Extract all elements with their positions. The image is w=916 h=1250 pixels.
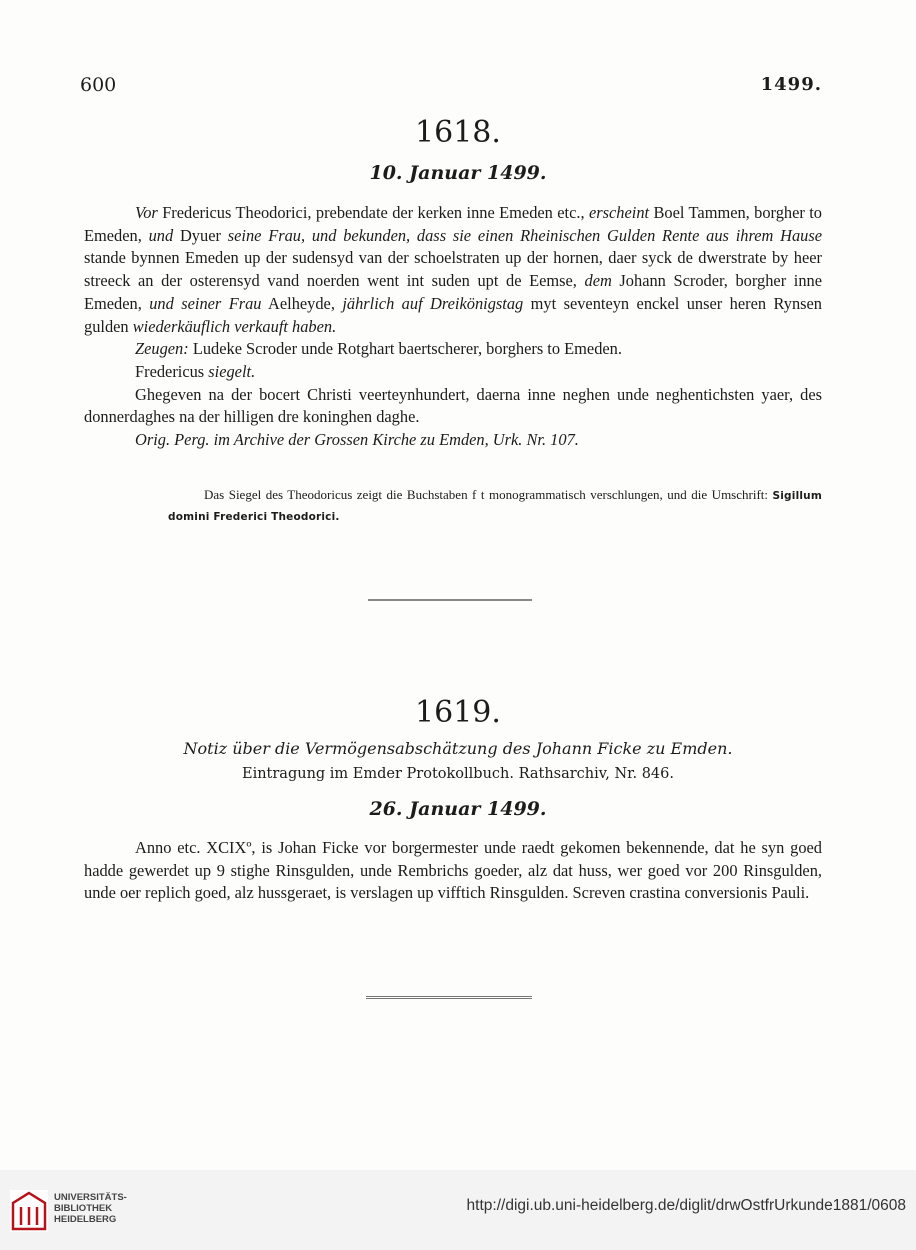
witnesses-text: Ludeke Scroder unde Rotghart baertscherer, borghers to Emeden.: [188, 339, 622, 359]
document-subtitle-1619: Notiz über die Vermögensabschätzung des Johann Ficke zu Emden.: [183, 739, 733, 758]
seal-verb: siegelt.: [208, 361, 256, 381]
document-source-1619: Eintragung im Emder Protokollbuch. Rathsarchiv, Nr. 846.: [241, 766, 674, 782]
year-marker: 1499.: [760, 74, 822, 95]
seal-line: [84, 361, 822, 384]
text-run: wiederkäuflich verkauft haben.: [132, 316, 337, 336]
dating-paragraph: Ghegeven na der bocert Christi veerteynhundert, daerna inne neghen unde neghentichsten yaer, des donnerdaghes na der hilligen dre koninghen daghe.: [84, 384, 822, 427]
text-run: Aelheyde,: [261, 293, 343, 313]
library-name: [54, 1192, 127, 1225]
library-name-line: BIBLIOTHEK: [54, 1203, 113, 1214]
text-run: seine Frau, und bekunden, dass sie einen Rheinischen Gulden Rente aus ihrem Hause: [227, 225, 823, 245]
digitization-footer: [0, 1170, 916, 1250]
library-logo-icon[interactable]: [10, 1190, 48, 1232]
text-run: Fredericus Theodorici, prebendate der kerken inne Emeden etc.,: [157, 203, 589, 222]
text-run: Johann Scroder, borgher inne Emeden,: [84, 271, 822, 313]
text-run: Boel Tammen, borgher to Emeden,: [84, 203, 823, 245]
text-run: und seiner Frau: [149, 293, 262, 313]
seal-note: [168, 485, 822, 527]
text-run: jährlich auf Dreikönigstag: [342, 293, 524, 313]
section-divider-end: [366, 996, 532, 999]
text-run: und: [148, 225, 174, 245]
seal-note-paragraph: [168, 485, 822, 527]
protocol-entry: Anno etc. XCIXº, is Johan Ficke vor borgermester unde raedt gekomen bekennende, dat he syn goed hadde gewerdet up 9 stighe Rinsgulden, unde Rembrichs goeder, alz dat huss, wer goed vor 200 Rinsgulden, unde oer replich goed, alz hussgeraet, is verslagen up vifftich Rinsgulden. Screven crastina conversionis Pauli.: [84, 838, 822, 903]
text-run: Vor: [135, 203, 158, 222]
library-name-line: UNIVERSITÄTS-: [54, 1192, 127, 1203]
text-run: Dyuer: [173, 225, 228, 245]
library-name-line: HEIDELBERG: [54, 1214, 117, 1225]
document-number-1619: 1619.: [415, 695, 501, 730]
document-date-1618: 10. Januar 1499.: [369, 162, 547, 184]
regest-paragraph: [84, 202, 822, 338]
archive-reference: Orig. Perg. im Archive der Grossen Kirche zu Emden, Urk. Nr. 107.: [135, 430, 579, 450]
text-run: myt seventeyn enckel unser heren Rynsen gulden: [84, 293, 822, 336]
document-number-1618: 1618.: [415, 115, 501, 150]
seal-note-text: Das Siegel des Theodoricus zeigt die Buchstaben f t monogrammatisch verschlungen, und die Umschrift:: [204, 487, 773, 502]
text-run: stande bynnen Emeden up der sudensyd van der schoelstraten up der hornen, daer syck de dwerstrate by heer streeck an der osterensyd vand noerden went int suden upt de Eemse,: [84, 248, 822, 291]
page-number: 600: [80, 74, 117, 96]
document-body-1619: [84, 837, 822, 905]
witnesses-line: [84, 338, 822, 361]
section-divider: [368, 599, 532, 601]
document-body-1618: [84, 202, 822, 452]
document-date-1619: 26. Januar 1499.: [369, 798, 547, 820]
witnesses-label: Zeugen:: [135, 339, 189, 359]
text-run: erscheint: [588, 203, 650, 222]
seal-legend: Sigillum domini Frederici Theodorici.: [168, 490, 822, 523]
text-run: dem: [584, 271, 612, 291]
permalink-url[interactable]: http://digi.ub.uni-heidelberg.de/diglit/drwOstfrUrkunde1881/0608: [466, 1197, 906, 1214]
seal-name: Fredericus: [135, 361, 209, 381]
